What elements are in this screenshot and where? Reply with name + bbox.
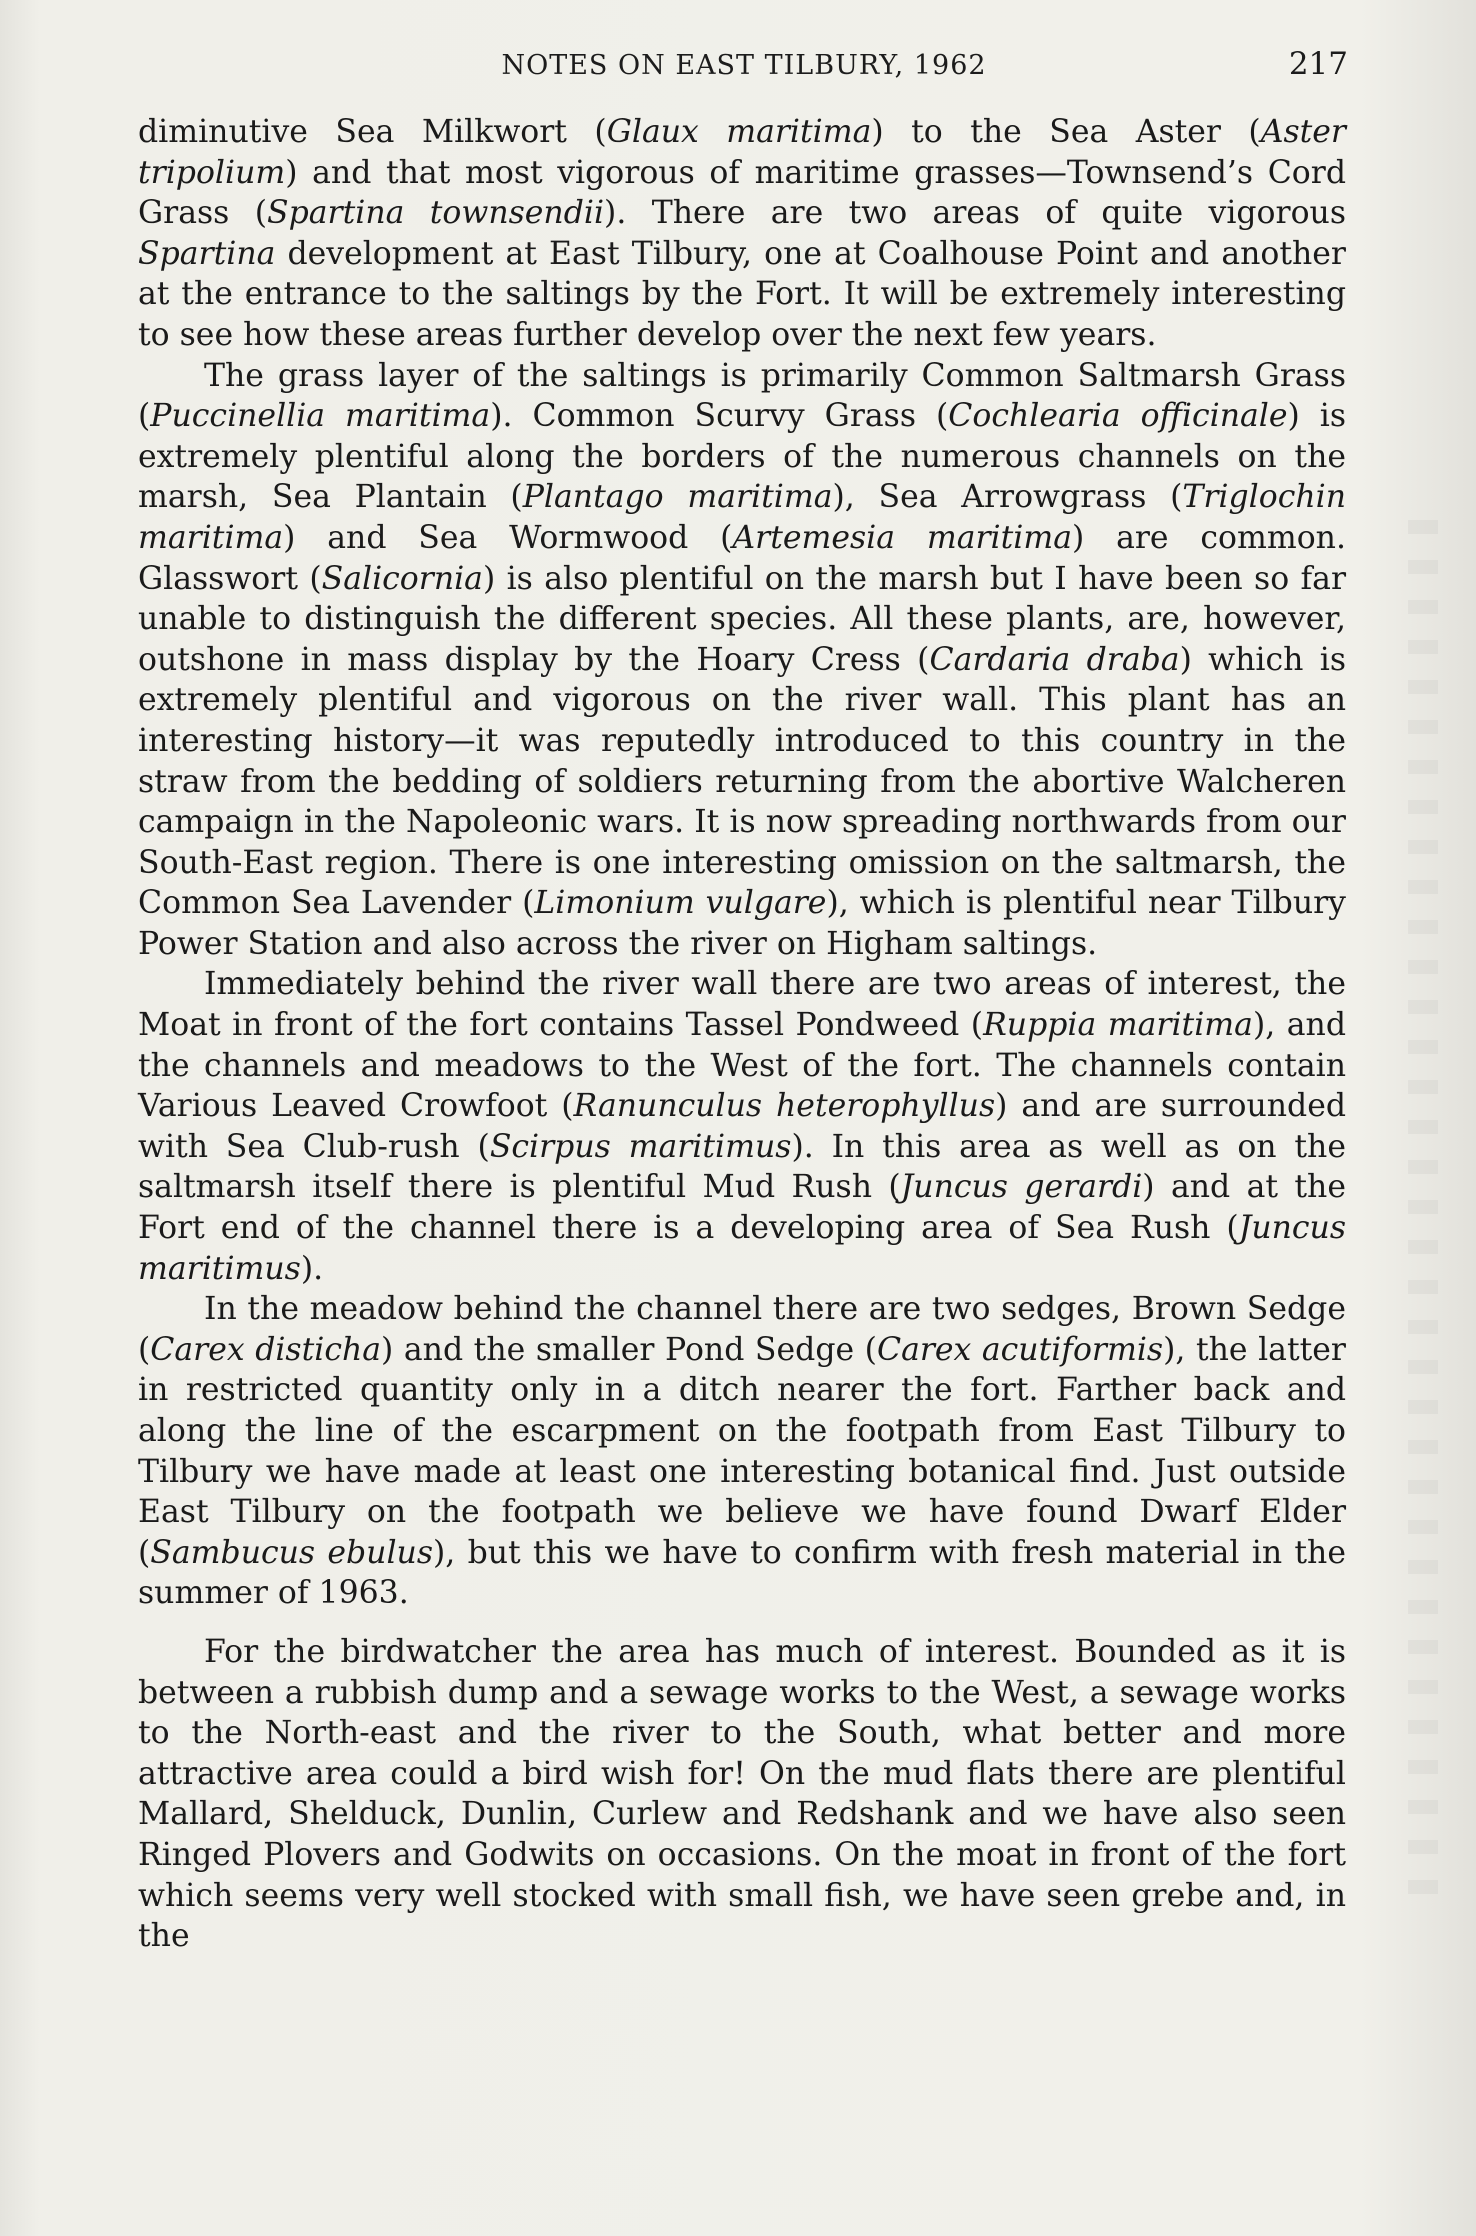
text-run: The grass layer of the saltings is primarily Common Saltmarsh Grass ( xyxy=(138,357,1346,435)
species-name: Puccinellia maritima xyxy=(150,398,491,435)
species-name: Scirpus maritimus xyxy=(489,1128,792,1165)
species-name: Juncus gerardi xyxy=(900,1169,1143,1206)
text-run: ). Common Scurvy Grass ( xyxy=(490,398,949,435)
species-name: Cardaria draba xyxy=(929,641,1180,678)
text-run: ), the latter in restricted quantity only in a ditch nearer the fort. Farther back and along the line of the escarpment on the footpath from East Tilbury to Tilbury we have made at least one interesting botanical find. Just outside East Tilbury on the footpath we believe we have found Dwarf Elder ( xyxy=(138,1331,1346,1571)
text-run: ) to the Sea Aster ( xyxy=(871,114,1261,150)
text-run: ), but this we have to confirm with fresh material in the summer of 1963. xyxy=(138,1534,1346,1612)
species-name: Sambucus ebulus xyxy=(150,1534,433,1571)
text-run: ). There are two areas of quite vigorous xyxy=(604,195,1346,232)
species-name: Plantago maritima xyxy=(522,479,833,516)
running-title: NOTES ON EAST TILBURY, 1962 xyxy=(501,50,987,81)
species-name: Carex acutiformis xyxy=(876,1331,1164,1368)
species-name: Cochlearia officinale xyxy=(948,398,1288,435)
species-name: Triglochin maritima xyxy=(138,479,1346,556)
text-run: For the birdwatcher the area has much of interest. Bounded as it is between a rubbish dump and a sewage works to the West, a sewage works to the North-east and the river to the South, what better and more attractive area could a bird wish for! On the mud flats there are plentiful Mallard, Shelduck, Dunlin, Curlew and Redshank and we have also seen Ringed Plovers and Godwits on occasions. On the moat in front of the fort which seems very well stocked with small fish, we have seen grebe and, in the xyxy=(138,1633,1346,1955)
species-name: Limonium vulgare xyxy=(534,885,827,922)
text-run: ), which is plentiful near Tilbury Power Station and also across the river on Higham saltings. xyxy=(138,885,1346,962)
species-name: Artemesia maritima xyxy=(732,519,1072,556)
text-run: ) are common. Glasswort ( xyxy=(138,519,1346,597)
text-run: ) and are surrounded with Sea Club-rush ( xyxy=(138,1088,1346,1165)
species-name: Ranunculus heterophyllus xyxy=(573,1088,996,1125)
text-run: diminutive Sea Milkwort ( xyxy=(138,114,607,150)
text-run: ). xyxy=(300,1250,324,1287)
species-name: Spartina townsendii xyxy=(267,195,605,232)
paragraph xyxy=(138,112,1346,356)
paragraph xyxy=(138,1289,1346,1614)
text-run: ). In this area as well as on the saltmarsh itself there is plentiful Mud Rush ( xyxy=(138,1128,1346,1206)
text-run: development at East Tilbury, one at Coalhouse Point and another at the entrance to the saltings by the Fort. It will be extremely interesting to see how these areas further develop over the next few years. xyxy=(138,235,1346,353)
text-run: In the meadow behind the channel there are two sedges, Brown Sedge ( xyxy=(138,1291,1346,1368)
text-run: Immediately behind the river wall there are two areas of interest, the Moat in front of the fort contains Tassel Pondweed ( xyxy=(138,966,1346,1044)
text-run: ), Sea Arrowgrass ( xyxy=(832,479,1183,516)
text-run: ) is also plentiful on the marsh but I have been so far unable to distinguish the different species. All these plants, are, however, outshone in mass display by the Hoary Cress ( xyxy=(138,560,1347,678)
species-name: Aster tripolium xyxy=(138,114,1346,191)
paragraph xyxy=(138,1632,1346,1957)
species-name: Salicornia xyxy=(321,560,483,597)
text-run: ) and at the Fort end of the channel there is a developing area of Sea Rush ( xyxy=(138,1169,1346,1247)
article-body xyxy=(138,112,1346,1957)
text-run: ) is extremely plentiful along the borders of the numerous channels on the marsh, Sea Plantain ( xyxy=(138,398,1346,516)
paragraph xyxy=(138,964,1346,1289)
species-name: Carex disticha xyxy=(150,1331,382,1368)
text-run: ) which is extremely plentiful and vigorous on the river wall. This plant has an interesting history—it was reputedly introduced to this country in the straw from the bedding of soldiers returning from the abortive Walcheren campaign in the Napoleonic wars. It is now spreading northwards from our South-East region. There is one interesting omission on the saltmarsh, the Common Sea Lavender ( xyxy=(138,641,1346,922)
show-through-shadow xyxy=(1408,520,1438,1920)
paragraph xyxy=(138,356,1346,965)
text-run: ) and that most vigorous of maritime grasses—Townsend’s Cord Grass ( xyxy=(138,154,1346,232)
page-number: 217 xyxy=(1288,46,1348,82)
text-run: ) and the smaller Pond Sedge ( xyxy=(381,1331,877,1368)
text-run: ), and the channels and meadows to the West of the fort. The channels contain Various Leaved Crowfoot ( xyxy=(138,1007,1346,1125)
species-name: Ruppia maritima xyxy=(983,1007,1253,1044)
species-name: Glaux maritima xyxy=(606,114,872,150)
text-run: ) and Sea Wormwood ( xyxy=(283,519,733,556)
species-name: Spartina xyxy=(138,235,276,272)
page-header xyxy=(140,42,1348,92)
species-name: Juncus maritimus xyxy=(138,1210,1346,1287)
